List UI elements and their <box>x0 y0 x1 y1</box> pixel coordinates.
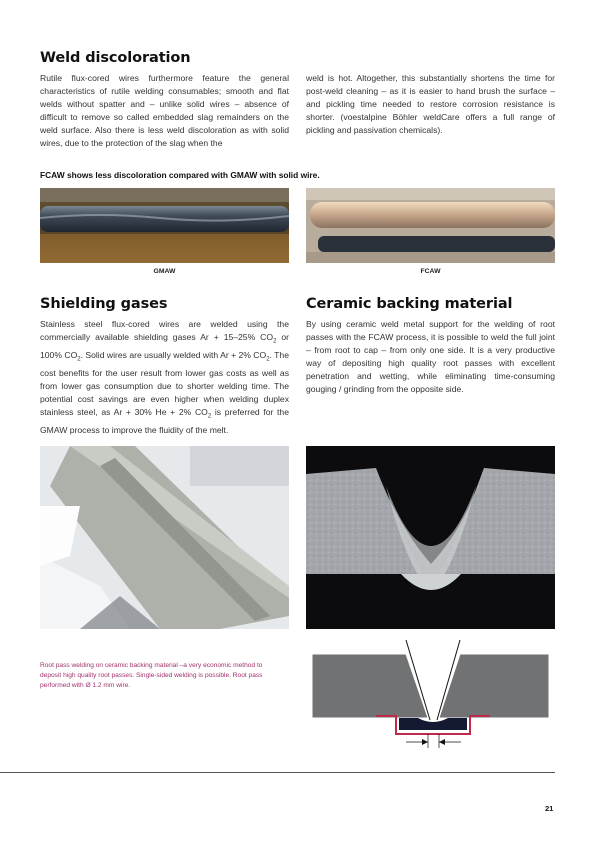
shielding-gases-heading: Shielding gases <box>40 296 168 312</box>
figure-caption: Root pass welding on ceramic backing material –a very economic method to deposit high quality root passes. Single-sided welding is possible. Root pass performed with Ø 1.2 mm wire. <box>40 662 263 689</box>
weld-macro-section-photo <box>306 446 555 629</box>
ceramic-backing-photo <box>40 446 289 629</box>
page-number: 21 <box>545 804 554 813</box>
shielding-gases-body: Stainless steel flux-cored wires are welded using the commercially available shielding gases Ar + 15–25% $CO_2$ or 100% $CO_2$. Solid wires are usually welded with Ar + 2% $CO_2$. The cost benefits for the user result from lower gas costs as well as from lower gas consumption due to shorter welding time. The potential cost savings are even higher when welding duplex stainless steel, as Ar + 30% He + 2% $CO_2$ is preferred for the GMAW process to improve the fluidity of the melt. <box>40 319 289 435</box>
gmaw-weld-photo <box>40 188 289 263</box>
fcaw-label: FCAW <box>420 268 441 275</box>
weld-discoloration-col1: Rutile flux-cored wires furthermore feature the general characteristics of rutile welding consumables; smooth and flat welds without spatter and – unlike solid wires – absence of difficult to remove so called embedded slag remainders on the weld surface. Also there is less weld discoloration as with solid wires, due to the protection of the slag when the <box>40 73 289 149</box>
comparison-caption: FCAW shows less discoloration compared with GMAW with solid wire. <box>40 170 320 180</box>
gmaw-label: GMAW <box>153 268 176 275</box>
ceramic-backing-schematic <box>306 640 555 750</box>
weld-discoloration-col2: weld is hot. Altogether, this substantially shortens the time for post-weld cleaning – as it is easier to hand brush the surface – and pickling time needed to restore corrosion resistance is shorter. (voestalpine Böhler weldCare offers a full range of pickling and passivation chemicals). <box>306 73 555 136</box>
ceramic-backing-heading: Ceramic backing material <box>306 296 513 312</box>
footer-rule <box>0 772 555 773</box>
ceramic-backing-body: By using ceramic weld metal support for the welding of root passes with the FCAW process, it is possible to weld the full joint – from root to cap – from only one side. It is a very productive way of depositing high quality root passes with excellent penetration and wetting, while eliminating time-consuming gouging / grinding from the opposite side. <box>306 319 555 395</box>
weld-discoloration-heading: Weld discoloration <box>40 50 191 66</box>
fcaw-weld-photo <box>306 188 555 263</box>
